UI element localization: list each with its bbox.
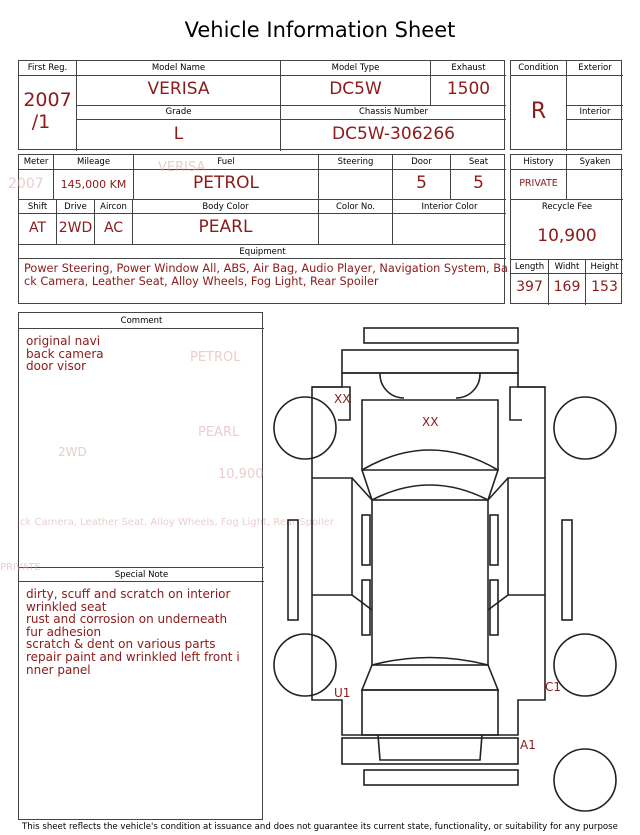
fuel-value: PETROL (192, 173, 260, 193)
exhaust-label: Exhaust (451, 63, 486, 73)
mark-rear-right: C1 (545, 680, 562, 694)
ghost-text: 10,900 (218, 467, 264, 482)
steering-label: Steering (337, 157, 374, 167)
mileage-value: 145,000 KM (60, 178, 127, 191)
mark-hood: XX (422, 415, 439, 429)
note-line: scratch & dent on various parts (26, 637, 216, 652)
special-note-label: Special Note (114, 570, 169, 580)
left-door-outline (312, 478, 352, 595)
note-line: nner panel (26, 662, 91, 677)
mark-front-left: XX (334, 392, 351, 406)
grade-label: Grade (165, 107, 192, 117)
windshield-outline (362, 450, 498, 500)
note-line: dirty, scuff and scratch on interior (26, 587, 231, 601)
right-headlight (456, 373, 480, 398)
comment-line: original navi (26, 334, 101, 348)
ghost-text: VERISA (158, 160, 206, 175)
meter-label: Meter (23, 157, 49, 167)
seat-value: 5 (473, 173, 484, 193)
model-type-label: Model Type (331, 63, 380, 73)
car-damage-diagram (270, 318, 628, 818)
first-reg-label: First Reg. (27, 63, 68, 73)
left-headlight (380, 373, 404, 398)
fuel-label: Fuel (217, 157, 235, 167)
ghost-text: 2WD (58, 445, 87, 459)
history-value: PRIVATE (519, 178, 558, 189)
ghost-text: PEARL (198, 425, 240, 440)
length-value: 397 (516, 279, 543, 295)
aircon-value: AC (103, 220, 124, 236)
front-grille-outline (342, 350, 518, 373)
body-color-value: PEARL (198, 217, 253, 237)
grade-value: L (173, 124, 184, 144)
comment-line: back camera (26, 346, 104, 361)
shift-label: Shift (27, 202, 48, 212)
model-name-value: VERISA (147, 79, 210, 99)
specs-table (18, 154, 508, 304)
comment-panel (18, 312, 263, 820)
color-no-label: Color No. (335, 202, 375, 212)
left-sill (288, 520, 298, 620)
equipment-line-2: ck Camera, Leather Seat, Alloy Wheels, Fog Light, Rear Spoiler (24, 275, 379, 288)
ghost-text: 2007 (8, 176, 44, 192)
front-bumper-outline (364, 328, 518, 343)
right-door-outline (508, 478, 545, 595)
note-line: repair paint and wrinkled left front i (26, 649, 240, 664)
first-reg-month: /1 (31, 111, 51, 133)
condition-value: R (530, 99, 547, 124)
right-front-wheel (554, 397, 616, 459)
model-type-value: DC5W (329, 79, 382, 99)
condition-table (510, 60, 622, 150)
recycle-fee-label: Recycle Fee (541, 202, 593, 212)
door-value: 5 (416, 173, 427, 193)
chassis-number-label: Chassis Number (358, 107, 429, 117)
height-label: Height (590, 262, 619, 272)
drive-label: Drive (64, 202, 87, 212)
tailgate-outline (362, 690, 498, 735)
comment-label: Comment (120, 316, 163, 326)
condition-label: Condition (518, 63, 559, 73)
comment-line: door visor (26, 359, 87, 374)
right-sill (562, 520, 572, 620)
ghost-text: PETROL (190, 350, 241, 365)
rear-step-outline (364, 770, 518, 785)
body-color-label: Body Color (202, 202, 249, 212)
note-line: wrinkled seat (26, 599, 107, 614)
left-rear-wheel (274, 634, 336, 696)
aircon-label: Aircon (100, 202, 127, 212)
comment-text (26, 335, 104, 373)
left-front-wheel (274, 397, 336, 459)
drive-value: 2WD (58, 220, 93, 236)
interior-color-label: Interior Color (421, 202, 478, 212)
equipment-label: Equipment (239, 247, 286, 257)
history-table (510, 154, 622, 304)
note-line: fur adhesion (26, 624, 102, 639)
syaken-label: Syaken (579, 157, 611, 167)
width-label: Widht (554, 262, 580, 272)
spare-wheel (554, 749, 616, 811)
seat-label: Seat (468, 157, 489, 167)
mileage-label: Mileage (76, 157, 111, 167)
history-label: History (523, 157, 554, 167)
recycle-fee-value: 10,900 (537, 226, 597, 246)
ghost-text: PRIVATE (0, 562, 41, 573)
right-front-fender (510, 387, 545, 420)
right-mirror-trim (490, 515, 498, 565)
exterior-label: Exterior (578, 63, 612, 73)
special-note-text (26, 588, 240, 676)
registration-table (18, 60, 505, 150)
footer-disclaimer: This sheet reflects the vehicle's condition at issuance and does not guarantee its current state, functionality, or suitability for any purpose (22, 822, 618, 832)
chassis-number-value: DC5W-306266 (332, 124, 455, 144)
mark-under-left: U1 (334, 686, 351, 700)
roof-outline (372, 500, 488, 665)
left-mirror-trim (362, 515, 370, 565)
rear-glass-outline (362, 658, 498, 691)
width-value: 169 (553, 279, 581, 295)
interior-label: Interior (579, 107, 611, 117)
page-title: Vehicle Information Sheet (184, 18, 456, 42)
door-label: Door (411, 157, 432, 167)
equipment-line-1: Power Steering, Power Window All, ABS, Air Bag, Audio Player, Navigation System, Ba (24, 262, 508, 275)
model-name-label: Model Name (151, 63, 206, 73)
right-rear-wheel (554, 634, 616, 696)
length-label: Length (514, 262, 545, 272)
height-value: 153 (591, 279, 618, 295)
shift-value: AT (28, 220, 47, 236)
note-line: rust and corrosion on underneath (26, 612, 228, 627)
mark-rear-bumper: A1 (520, 738, 536, 752)
first-reg-year: 2007 (23, 89, 72, 111)
ghost-text: ck Camera, Leather Seat, Alloy Wheels, Fog Light, Rear Spoiler (20, 517, 334, 528)
exhaust-value: 1500 (446, 79, 491, 99)
